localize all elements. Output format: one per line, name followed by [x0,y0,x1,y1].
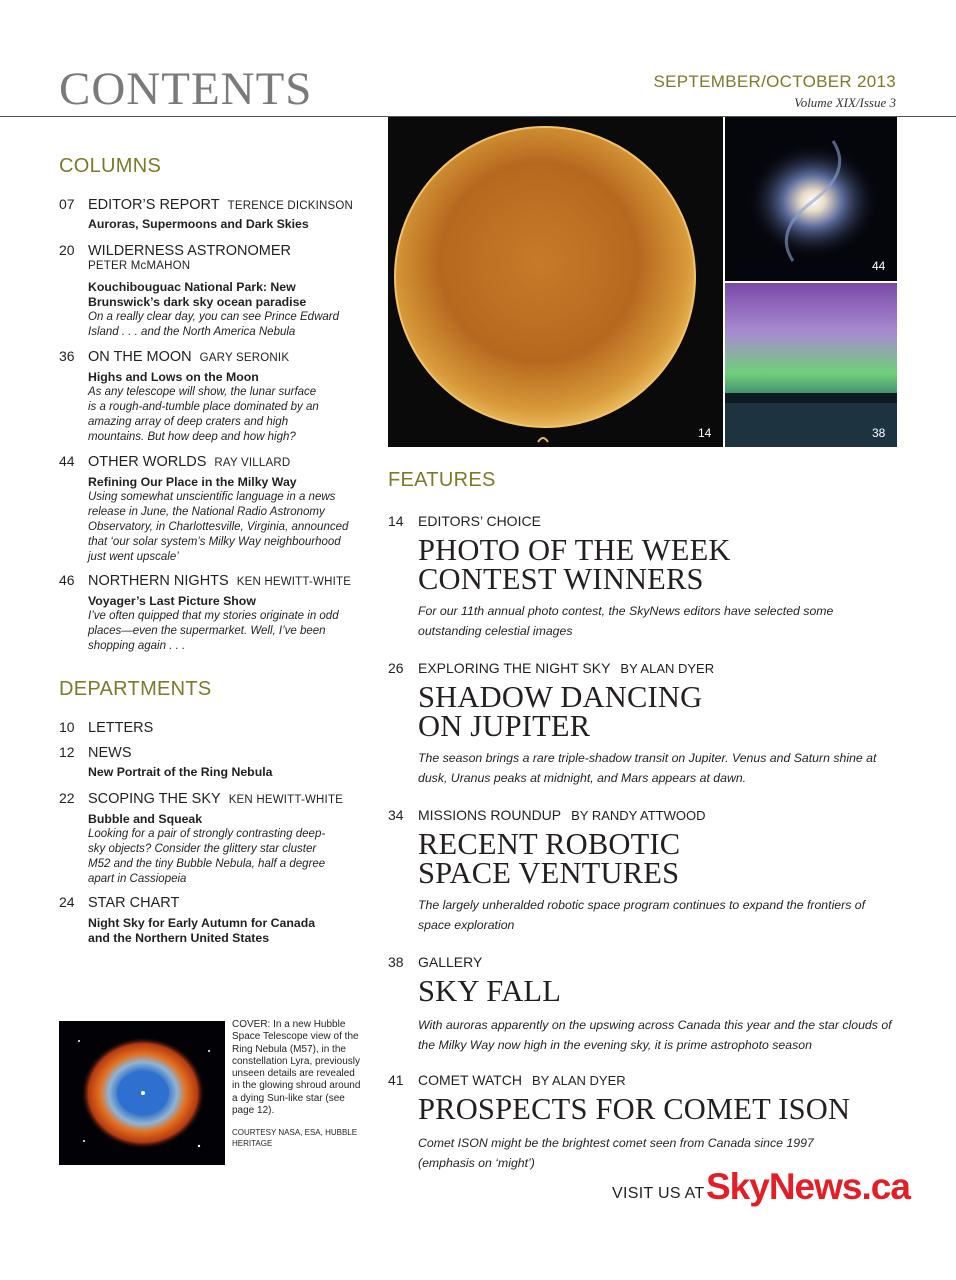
author-name: TERENCE DICKINSON [227,200,354,212]
photo-page-number: 38 [872,426,886,440]
article-title: Bubble and Squeak [88,812,203,826]
column-entry[interactable] [59,348,359,445]
departments-heading: DEPARTMENTS [59,678,212,700]
article-description: Using somewhat unscientific language in a news release in June, the National Radio Astronomy Observatory, in Charlottesville, Virginia, announced that ‘our solar system’s Milky Way neighbourhood just went upscale’ [88,491,349,563]
page-number: 44 [59,453,75,469]
page-number: 46 [59,572,75,588]
feature-title-line-1: PHOTO OF THE WEEK [418,533,731,567]
department-name: NEWS [88,745,132,761]
department-name: GALLERY [418,954,483,970]
department-name: STAR CHART [88,895,180,911]
article-title: Refining Our Place in the Milky Way [88,475,297,489]
article-description: As any telescope will show, the lunar surface is a rough-and-tumble place dominated by an amazing array of deep craters and high mountains. But how deep and how high? [88,386,319,443]
author-name: RAY VILLARD [214,457,291,469]
page-number: 14 [388,513,404,529]
columns-heading: COLUMNS [59,155,162,177]
column-entry[interactable] [59,242,359,340]
department-name: NORTHERN NIGHTS [88,573,229,589]
page-number: 34 [388,807,404,823]
feature-entry[interactable] [388,660,898,788]
article-title: Voyager’s Last Picture Show [88,594,256,608]
page-number: 26 [388,660,404,676]
author-name: KEN HEWITT-WHITE [236,576,352,588]
department-name: EXPLORING THE NIGHT SKY [418,660,611,676]
feature-title-line-2: ON JUPITER [418,709,591,743]
feature-title-line-1: RECENT ROBOTIC [418,827,681,861]
department-name: SCOPING THE SKY [88,791,221,807]
column-entry[interactable] [59,572,359,654]
feature-entry[interactable] [388,954,898,1055]
article-title: Night Sky for Early Autumn for Canada and the Northern United States [88,916,316,945]
author-name: BY ALAN DYER [620,661,715,676]
feature-description: The season brings a rare triple-shadow transit on Jupiter. Venus and Saturn shine at dusk, Uranus peaks at midnight, and Mars appears at dawn. [418,751,877,785]
page-number: 10 [59,719,75,735]
page-number: 36 [59,348,75,364]
department-name: LETTERS [88,720,154,736]
visit-us-label: VISIT US AT [612,1185,705,1202]
ring-nebula-cover-image[interactable] [59,1021,225,1165]
feature-title-line-1: SHADOW DANCING [418,680,703,714]
article-description: I’ve often quipped that my stories originate in odd places—even the supermarket. Well, I’ve been shopping again . . . [88,610,339,652]
photo-page-number: 14 [698,426,712,440]
department-name: EDITOR’S REPORT [88,197,220,213]
skynews-link[interactable]: SkyNews.ca [706,1166,910,1207]
page-number: 20 [59,242,75,258]
article-title: Kouchibouguac National Park: New Brunswick’s dark sky ocean paradise [88,280,307,309]
feature-entry[interactable] [388,513,898,641]
cover-credit: COURTESY NASA, ESA, HUBBLE HERITAGE [232,1128,358,1148]
issue-date: SEPTEMBER/OCTOBER 2013 [653,72,896,91]
photo-page-number: 44 [872,259,886,273]
feature-title-line-2: SPACE VENTURES [418,856,680,890]
department-name: WILDERNESS ASTRONOMER [88,243,292,259]
article-title: Auroras, Supermoons and Dark Skies [88,217,309,231]
department-name: COMET WATCH [418,1072,522,1088]
feature-title-line-1: SKY FALL [418,974,562,1008]
feature-description: The largely unheralded robotic space program continues to expand the frontiers of space exploration [418,898,866,932]
feature-title-line-2: CONTEST WINNERS [418,562,704,596]
feature-description: For our 11th annual photo contest, the SkyNews editors have selected some outstanding celestial images [418,604,834,638]
column-entry[interactable] [59,453,359,565]
author-name: BY RANDY ATTWOOD [571,808,706,823]
department-name: ON THE MOON [88,349,192,365]
department-entry[interactable] [59,894,359,946]
page-number: 07 [59,196,75,212]
department-name: OTHER WORLDS [88,454,207,470]
issue-volume: Volume XIX/Issue 3 [794,95,896,110]
cover-caption: COVER: In a new Hubble Space Telescope view of the Ring Nebula (M57), in the constellation Lyra, previously unseen details are revealed in the glowing shroud around a dying Sun-like star (see page 12). [232,1019,361,1117]
page-number: 24 [59,894,75,910]
author-name: KEN HEWITT-WHITE [228,794,344,806]
feature-description: With auroras apparently on the upswing across Canada this year and the star clouds of the Milky Way now high in the evening sky, it is prime astrophoto season [418,1018,892,1052]
article-title: Highs and Lows on the Moon [88,370,259,384]
feature-entry[interactable] [388,807,898,935]
department-name: MISSIONS ROUNDUP [418,807,562,823]
author-name: GARY SERONIK [199,352,290,364]
page-title: CONTENTS [59,63,313,115]
page-number: 12 [59,744,75,760]
department-entry[interactable] [59,719,359,736]
column-entry[interactable] [59,196,359,232]
article-description: On a really clear day, you can see Prince Edward Island . . . and the North America Nebula [88,311,339,338]
author-name: BY ALAN DYER [531,1073,626,1088]
department-name: EDITORS’ CHOICE [418,513,541,529]
department-entry[interactable] [59,744,359,780]
feature-description: Comet ISON might be the brightest comet seen from Canada since 1997 (emphasis on ‘might’) [418,1136,814,1170]
page-number: 22 [59,790,75,806]
page-number: 41 [388,1072,404,1088]
galaxy-photo[interactable] [725,117,897,281]
aurora-photo[interactable] [725,283,897,447]
page-number: 38 [388,954,404,970]
article-description: Looking for a pair of strongly contrasting deep-sky objects? Consider the glittery star cluster M52 and the tiny Bubble Nebula, half a degree apart in Cassiopeia [88,828,326,885]
feature-entry[interactable] [388,1072,898,1173]
department-entry[interactable] [59,790,359,887]
sun-photo[interactable] [388,117,723,447]
feature-title-line-1: PROSPECTS FOR COMET ISON [418,1092,851,1126]
features-heading: FEATURES [388,469,496,491]
author-name: PETER McMAHON [88,260,191,272]
article-title: New Portrait of the Ring Nebula [88,765,273,779]
